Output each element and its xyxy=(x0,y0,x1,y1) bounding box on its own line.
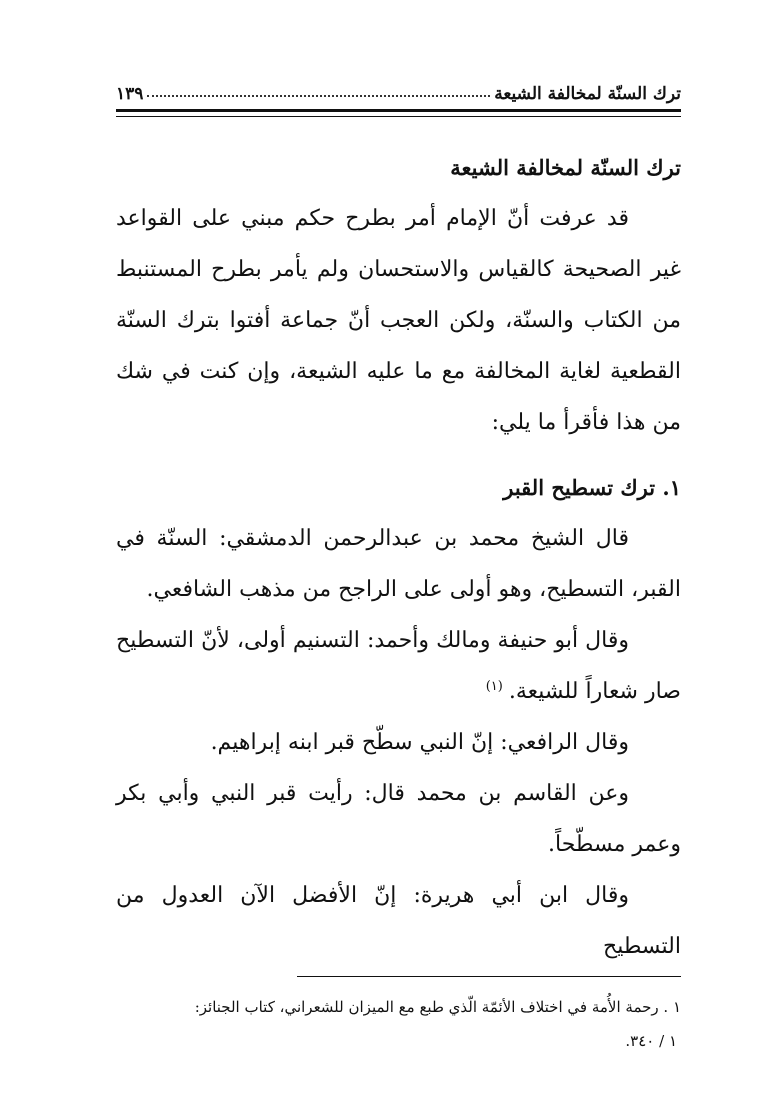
subsection-heading: ١. ترك تسطيح القبر xyxy=(503,475,681,500)
footnote-text: ١ . رحمة الأُمة في اختلاف الأئمّة الّذي طبع مع الميزان للشعراني، كتاب الجنائز: xyxy=(194,998,681,1016)
paragraph-dimashqi: قال الشيخ محمد بن عبدالرحمن الدمشقي: السنّة في القبر، التسطيح، وهو أولى على الراجح من مذهب الشافعي. xyxy=(116,526,681,602)
footnote-reference[interactable]: (١) xyxy=(485,678,503,694)
paragraph-abu-hanifa-text: وقال أبو حنيفة ومالك وأحمد: التسنيم أولى، لأنّ التسطيح صار شعاراً للشيعة. xyxy=(116,628,681,704)
paragraph-abu-hanifa xyxy=(116,615,681,717)
paragraph-rafii: وقال الرافعي: إنّ النبي سطّح قبر ابنه إبراهيم. xyxy=(210,730,629,755)
intro-paragraph: قد عرفت أنّ الإمام أمر بطرح حكم مبني على القواعد غير الصحيحة كالقياس والاستحسان ولم يأمر بطرح المستنبط من الكتاب والسنّة، ولكن العجب أنّ جماعة أفتوا بترك السنّة القطعية لغاية المخالفة مع ما عليه الشيعة، وإن كنت في شك من هذا فأقرأ ما يلي: xyxy=(116,206,681,435)
paragraph-qasim: وعن القاسم بن محمد قال: رأيت قبر النبي وأبي بكر وعمر مسطّحاً. xyxy=(116,781,681,857)
running-header-title: ترك السنّة لمخالفة الشيعة xyxy=(494,84,681,104)
section-heading: ترك السنّة لمخالفة الشيعة xyxy=(450,155,681,180)
footnote-pages: ١ / ٣٤٠. xyxy=(625,1032,677,1050)
header-dot-leader xyxy=(147,95,490,97)
footnote xyxy=(116,990,681,1058)
page-number: ١٣٩ xyxy=(116,84,144,104)
header-rule-thick xyxy=(116,109,681,112)
paragraph-abu-hurayra: وقال ابن أبي هريرة: إنّ الأفضل الآن العدول من التسطيح xyxy=(116,883,681,959)
header-rule-thin xyxy=(116,116,681,117)
main-text xyxy=(116,142,681,972)
footnote-separator xyxy=(297,976,681,977)
running-header xyxy=(116,70,681,104)
